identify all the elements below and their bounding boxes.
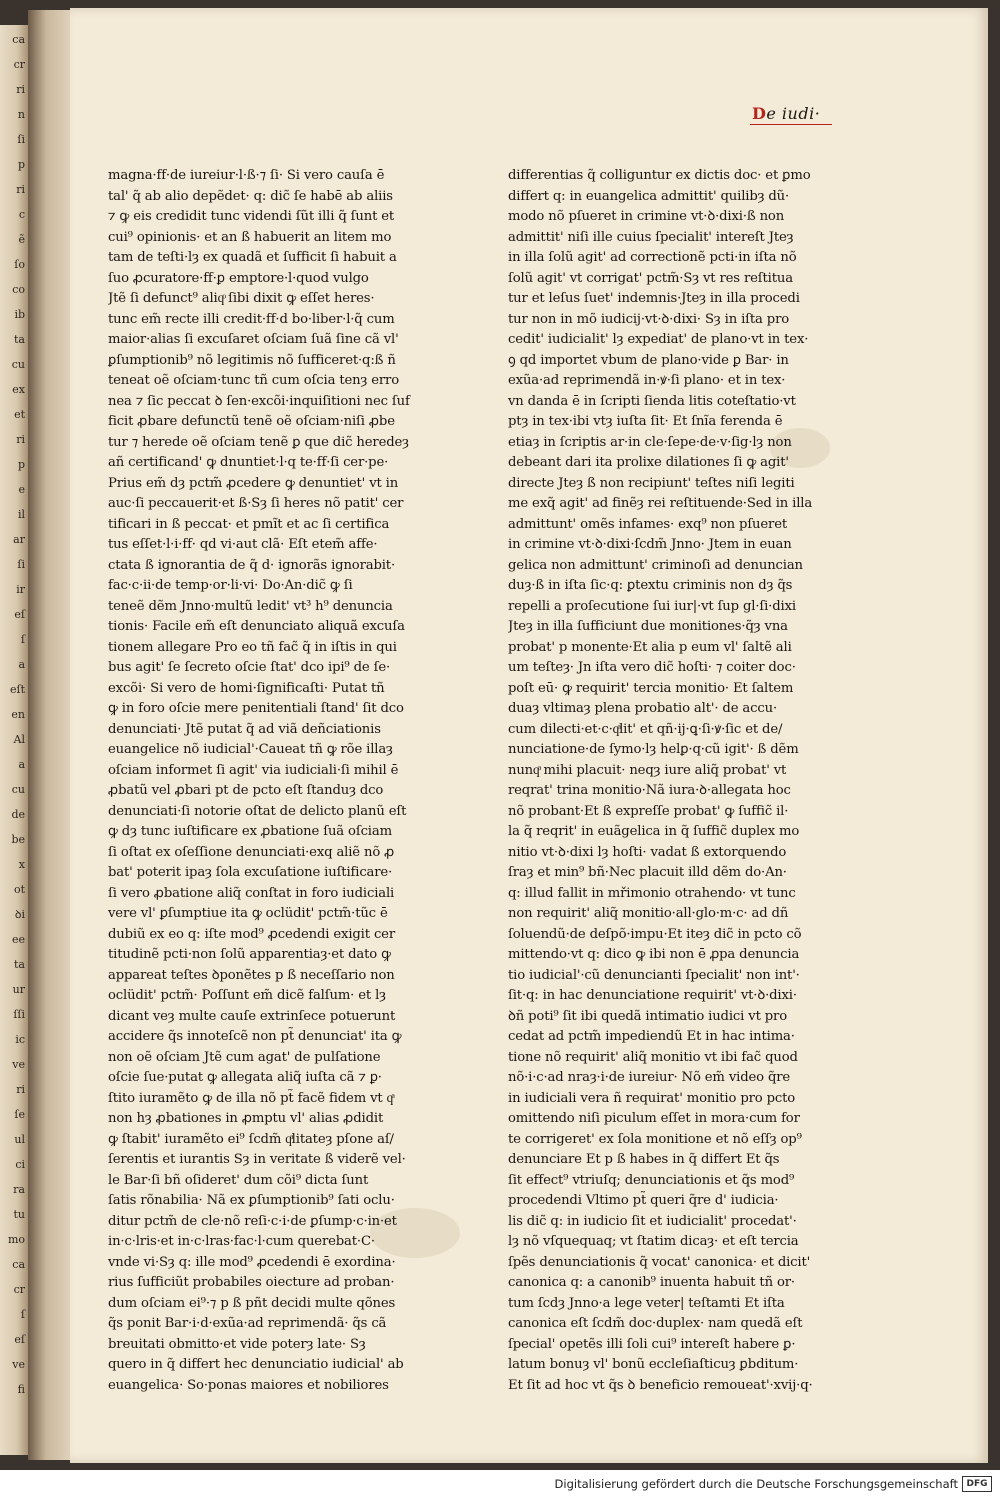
text-line-right: probat' p monente·Et alia p eum vl' ſaltẽ ali: [508, 639, 792, 655]
text-line-right: latum bonuȝ vl' bonũ eccleſiaſticuȝ ꝑbditum·: [508, 1357, 799, 1372]
text-line-right: procedendi Vltimo pt̃ queri q̃re d' iudicia·: [508, 1193, 779, 1208]
text-line-right: ſit·q: in hac denunciatione requirit' vt·ꝺ·dixi·: [508, 988, 797, 1003]
text-line-right: omittendo niſi piculum eſſet in mora·cum for: [508, 1111, 800, 1126]
text-line-left: vnde vi·Sȝ q: ille mod⁹ ꝓcedendi ē exordina·: [108, 1254, 396, 1270]
text-line-right: differt q: in euangelica admittit' quilibȝ dũ·: [508, 188, 790, 204]
facing-page-fragment: ri: [16, 83, 25, 96]
text-line-right: cedat ad pctm̃ impediendũ Et in hac intima·: [508, 1029, 795, 1044]
text-line-left: cui⁹ opinionis· et an ß habuerit an litem mo: [108, 229, 392, 245]
text-line-right: duȝ·ß in iſta ſic·q: ꝑtextu criminis non dȝ q̃s: [508, 578, 793, 593]
text-line-right: cedit' iudicialit' lȝ expediat' de plano·vt in tex·: [508, 332, 809, 347]
facing-page-fragment: ta: [14, 958, 25, 971]
text-line-left: ꝙ in foro oſcie mere penitentiali ſtand' ſit dco: [108, 701, 404, 716]
text-line-left: fac·c·ii·de temp·or·li·vi· Do·An·dic̃ ꝙ ſi: [108, 578, 353, 593]
facing-page-fragment: c: [18, 208, 25, 221]
text-line-left: tionem allegare Pro eo tñ fac̃ q̃ in iſtis in qui: [108, 639, 397, 655]
running-head: [752, 104, 820, 123]
facing-page-fragment: ex: [12, 383, 25, 396]
facing-page-fragment: ſſi: [13, 1008, 25, 1021]
text-line-right: gelica non admittunt' criminoſi ad denuncian: [508, 557, 803, 573]
facing-page-fragment: eſ: [14, 1333, 25, 1346]
facing-page-fragment: p: [17, 458, 25, 471]
facing-page-fragment: eſ: [14, 608, 25, 621]
text-line-right: cum dilecti·et·c·qͣlit' et qñ·ij·ꝗ·ſi·ꝟ·ſic et de/: [508, 721, 783, 737]
facing-page-fragment: ri: [16, 1083, 25, 1096]
text-line-right: ſraȝ et min⁹ bñ·Nec placuit illd dẽm do·An·: [508, 865, 787, 880]
text-line-left: oclüdit' pctm̃· Poſſunt em̃ dicẽ falſum· et lȝ: [108, 988, 386, 1003]
text-line-right: etiaȝ in ſcriptis ar·in cle·ſepe·de·v·ſig·lȝ non: [508, 434, 792, 450]
text-line-right: debeant dari ita prolixe dilationes ſi ꝙ agit': [508, 455, 789, 470]
text-line-left: euangelice nõ iudicial'·Caueat tñ ꝙ rõe illaȝ: [108, 742, 393, 757]
text-line-left: quero in q̃ differt hec denunciatio iudicial' ab: [108, 1357, 404, 1372]
text-line-left: ſuo ꝓcuratore·ff·ꝑ emptore·l·quod vulgo: [108, 270, 369, 286]
facing-page-fragment: ſi: [17, 133, 25, 146]
facing-page-fragment: cr: [13, 1283, 25, 1296]
text-line-right: modo nõ pſueret in crimine vt·ꝺ·dixi·ß non: [508, 209, 785, 224]
text-line-left: breuitati obmitto·et vide poterȝ late· Sȝ: [108, 1336, 366, 1352]
text-line-right: me exq̃ agit' ad finẽȝ rei reſtituende·Sed in illa: [508, 496, 813, 511]
text-line-right: directe Jteȝ ß non recipiunt' teſtes niſi legiti: [508, 475, 795, 491]
facing-page-fragment: be: [11, 833, 25, 846]
text-line-left: euangelica· So·ponas maiores et nobiliores: [108, 1377, 389, 1393]
facing-page-fragment: eſt: [9, 683, 25, 696]
facing-page-fragment: cu: [11, 358, 25, 371]
text-line-right: admittunt' omẽs infames· exq⁹ non pſueret: [508, 516, 788, 532]
facing-page-fragment: ar: [13, 533, 25, 546]
text-line-right: la q̃ reqrit' in euãgelica in q̃ ſuffic̃ duplex mo: [508, 824, 800, 839]
text-line-right: q: illud fallit in mřimonio otrahendo· vt tunc: [508, 885, 796, 901]
facing-page-fragment: a: [18, 758, 25, 771]
text-line-left: ditur pctm̃ de cle·nõ reſi·c·i·de ꝑſump·c·in·et: [108, 1213, 397, 1229]
text-line-left: ⁊ ꝙ eis credidit tunc videndi ſũt illi q̃ ſunt et: [108, 209, 395, 224]
text-line-left: magna·ff·de iureiur·l·ß·⁊ ſi· Si vero cauſa ē: [108, 168, 385, 183]
text-line-left: tal' q̃ ab alio depẽdet· q: dic̃ ſe habē ab aliis: [108, 188, 393, 204]
text-line-right: duaȝ vltimaȝ plena probatio alt'· de accu·: [508, 701, 777, 716]
text-line-left: tam de teſti·lȝ ex quadã et ſufficit ſi habuit a: [108, 250, 397, 265]
text-line-right: non requirit' aliq̃ monitio·all·glo·m·c· ad dñ: [508, 906, 789, 921]
text-line-right: ptȝ in tex·ibi vtȝ iuſta ſit· Et ſnĩa ferenda ē: [508, 414, 783, 429]
text-line-right: differentias q̃ colliguntur ex dictis doc· et ꝑmo: [508, 168, 811, 183]
text-line-left: ficit ꝓbare defunctũ tenẽ oẽ oſciam·niſi ꝓbe: [108, 414, 395, 429]
facing-page-fragment: e: [18, 483, 25, 496]
text-line-right: ꝺñ poti⁹ ſit ibi quedã intimatio iudici vt pro: [508, 1008, 787, 1024]
facing-page-fragment: ra: [13, 1183, 25, 1196]
text-line-right: in iudiciali vera ñ requirat' monitio pro pcto: [508, 1090, 796, 1106]
text-line-right: poſt eū· ꝙ requirit' tercia monitio· Et ſaltem: [508, 680, 794, 696]
facing-page-fragment: ri: [16, 183, 25, 196]
text-line-left: maior·alias ſi excuſaret oſciam ſuã ſine cã vl': [108, 332, 399, 347]
text-line-right: nitio vt·ꝺ·dixi lȝ hoſti· vadat ß extorquendo: [508, 844, 787, 860]
text-line-right: mittendo·vt q: dico ꝙ ibi non ē ꝓpa denuncia: [508, 947, 800, 962]
text-line-left: ſi vero ꝓbatione aliq̃ conſtat in foro iudiciali: [108, 885, 395, 901]
facing-page-fragment: ve: [12, 1358, 25, 1371]
facing-page-fragment: ee: [11, 933, 25, 946]
text-line-left: le Bar·ſi bñ oſideret' dum cõi⁹ dicta ſunt: [108, 1172, 369, 1188]
text-line-left: ꝑſumptionib⁹ nõ legitimis nõ ſufficeret·q:ß ñ: [108, 352, 396, 368]
facing-page-fragment: ſi: [17, 558, 25, 571]
facing-page-fragment: de: [11, 808, 25, 821]
text-line-right: tio iudicial'·cũ denuncianti ſpecialit' non int'·: [508, 967, 800, 983]
text-line-right: nunqͣ mihi placuit· neqȝ iure aliq̃ probat' vt: [508, 762, 787, 778]
facing-page-fragment: mo: [7, 1233, 25, 1246]
text-line-left: nea ⁊ ſic peccat ꝺ ſen·excõi·inquiſitioni nec ſuf: [108, 393, 410, 409]
text-line-left: tus eſſet·l·i·ff· qd vi·aut clã· Eſt etem̃ affe·: [108, 537, 378, 552]
facing-page-fragment: ot: [13, 883, 25, 896]
text-line-right: nõ·i·c·ad nraȝ·i·de iureiur· Nõ em̃ video q̃re: [508, 1070, 791, 1085]
text-line-right: in crimine vt·ꝺ·dixi·ſcdm̃ Jnno· Jtem in euan: [508, 537, 792, 552]
text-line-left: ꝙ dȝ tunc iuſtificare ex ꝓbatione ſuã oſciam: [108, 824, 392, 839]
text-column-right: [508, 166, 826, 1396]
text-line-left: dubiũ ex eo q: iſte mod⁹ ꝓcedendi exigit cer: [108, 926, 395, 942]
facing-page-fragment: ir: [16, 583, 25, 596]
text-line-left: bat' poterit ipaȝ ſola excuſatione iuſtificare·: [108, 865, 393, 880]
text-line-right: tione nõ requirit' aliq̃ monitio vt ibi fac̃ quod: [508, 1049, 798, 1065]
text-line-right: repelli a proſecutione ſui iur|·vt ſup gl·ſi·dixi: [508, 598, 796, 614]
text-line-left: dum oſciam ei⁹·⁊ p ß pñt decidi multe qõnes: [108, 1295, 396, 1311]
text-line-left: ꝓbatũ vel ꝓbari pt de pcto eſt ſtanduȝ dco: [108, 783, 384, 798]
facing-page-fragment: cu: [11, 783, 25, 796]
facing-page-fragment: x: [18, 858, 25, 871]
text-line-left: appareat teſtes ꝺponẽtes p ß neceſſario non: [108, 967, 395, 983]
facing-page-fragment: ur: [12, 983, 25, 996]
text-line-left: auc·ſi peccauerit·et ß·Sȝ ſi heres nõ patit' cer: [108, 496, 404, 511]
text-line-left: denunciati· Jtẽ putat q̃ ad viã deñciationis: [108, 721, 381, 737]
text-line-left: oſciam informet ſi agit' via iudiciali·ſi mihil ē: [108, 762, 399, 778]
text-line-left: in·c·lris·et in·c·lras·fac·l·cum querebat·C·: [108, 1234, 375, 1249]
facing-page-fragment: ic: [15, 1033, 25, 1046]
text-column-left: [108, 166, 432, 1396]
text-line-right: vn danda ē in ſcripti ſienda litis coteſtatio·vt: [508, 393, 796, 409]
text-line-right: nunciatione·de ſymo·lȝ helꝑ·q·cũ igit'· ß dẽm: [508, 742, 799, 757]
facing-page-edge: [0, 25, 28, 1455]
text-line-left: titudinẽ pcti·non ſolũ apparentiaȝ·et dato ꝙ: [108, 947, 391, 962]
facing-page-fragment: en: [11, 708, 25, 721]
text-line-left: Jtẽ ſi defunct⁹ aliqͦ ſibi dixit ꝙ eſſet heres·: [108, 291, 375, 306]
facing-page-fragment: ta: [14, 333, 25, 346]
running-head-rule: [750, 124, 832, 125]
text-line-right: Jteȝ in illa ſufficiunt due monitiones·q̃ȝ vna: [508, 619, 788, 634]
text-line-right: ſpẽs denunciationis q̃ vocat' canonica· et dicit': [508, 1254, 811, 1270]
text-line-left: ꝙ ſtabit' iuramẽto ei⁹ ſcdm̃ qͣlitateȝ pſone aſ/: [108, 1131, 394, 1147]
facing-page-fragment: Al: [13, 733, 25, 746]
facing-page-fragment: n: [17, 108, 25, 121]
text-line-right: ſpecial' opetẽs illi ſoli cui⁹ intereſt habere ꝑ·: [508, 1336, 796, 1352]
facing-page-fragment: ca: [12, 1258, 25, 1271]
facing-page-fragment: ſ: [20, 1308, 25, 1321]
text-line-left: rius ſufficiũt probabiles oiecture ad proban·: [108, 1275, 395, 1290]
text-line-right: ſit effect⁹ vtriuſq; denunciationis et q̃s mod⁹: [508, 1172, 795, 1188]
text-line-left: tificari in ß peccat· et pmĩt et ac ſi certifica: [108, 516, 390, 532]
facing-page-fragment: ſe: [14, 1108, 25, 1121]
text-line-left: excõi· Si vero de homi·ſignificaſti· Putat tñ: [108, 680, 385, 696]
facing-page-fragment: fi: [17, 1383, 25, 1396]
text-line-right: ꝯ qd importet vbum de plano·vide ꝑ Bar· in: [508, 352, 789, 368]
text-line-left: non oẽ oſciam Jtẽ cum agat' de pulſatione: [108, 1049, 381, 1065]
text-line-left: tur ⁊ herede oẽ oſciam tenẽ ꝑ que dic̃ heredeȝ: [108, 434, 409, 450]
text-line-right: ſoluendũ·de deſpõ·impu·Et iteȝ dic̃ in pcto cõ: [508, 926, 802, 942]
text-line-right: denunciare Et p ß habes in q̃ differt Et q̃s: [508, 1152, 780, 1167]
facing-page-fragment: ib: [14, 308, 25, 321]
facing-page-fragment: ca: [12, 33, 25, 46]
facing-page-fragment: ſo: [14, 258, 25, 271]
facing-page-fragment: tu: [13, 1208, 25, 1221]
text-line-left: teneat oẽ oſciam·tunc tñ cum oſcia tenȝ erro: [108, 373, 399, 388]
text-line-right: reqrat' trina monitio·Nã iura·ꝺ·allegata hoc: [508, 783, 791, 798]
text-line-left: bus agit' ſe ſecreto oſcie ſtat' dco ipi⁹ de ſe·: [108, 660, 391, 675]
text-line-right: nõ probant·Et ß expreſſe probat' ꝙ ſuffic̃ il·: [508, 803, 789, 819]
text-line-right: in illa ſolũ agit' ad correctionẽ pcti·in iſta nõ: [508, 250, 797, 265]
text-line-left: teneẽ dẽm Jnno·multũ ledit' vt³ h⁹ denuncia: [108, 598, 393, 614]
text-line-left: accidere q̃s innoteſcẽ non pt̃ denunciat' ita ꝙ: [108, 1029, 402, 1044]
text-line-left: ſtito iuramẽto ꝙ de illa nõ pt̃ facẽ fidem vt qͣ: [108, 1090, 394, 1106]
facing-page-fragment: ul: [14, 1133, 25, 1146]
text-line-right: admittit' niſi ille cuius ſpecialit' intereſt Jteȝ: [508, 229, 794, 245]
running-head-initial: D: [752, 104, 767, 123]
text-line-right: te corrigeret' ex ſola monitione et nõ eſſȝ op⁹: [508, 1131, 802, 1147]
text-line-right: ſolũ agit' vt corrigat' pctm̃·Sȝ vt res reſtitua: [508, 270, 793, 286]
text-line-left: Prius em̃ dȝ pctm̃ ꝓcedere ꝙ denuntiet' vt in: [108, 475, 399, 491]
facing-page-fragment: co: [12, 283, 25, 296]
text-line-right: tum ſcdȝ Jnno·a lege veter| teſtamti Et iſta: [508, 1295, 785, 1311]
text-line-left: ſatis rõnabilia· Nã ex ꝑſumptionib⁹ ſati oclu·: [108, 1193, 395, 1208]
facing-page-fragment: ri: [16, 433, 25, 446]
text-line-right: Et ſit ad hoc vt q̃s ꝺ beneficio remoueat'·xvij·q·: [508, 1377, 813, 1393]
facing-page-fragment: ve: [12, 1058, 25, 1071]
text-line-right: lis dic̃ q: in iudicio ſit et iudicialit' procedat'·: [508, 1213, 797, 1229]
text-line-left: ſi oſtat ex oſeſſione denunciati·exq aliẽ nõ ꝓ: [108, 844, 395, 860]
text-line-left: denunciati·ſi notorie oſtat de delicto planũ eſt: [108, 803, 407, 819]
funding-credit: Digitalisierung gefördert durch die Deutsche Forschungsgemeinschaft: [554, 1477, 958, 1491]
text-line-left: tunc em̃ recte illi credit·ff·d bo·liber·l·q̃ cum: [108, 311, 395, 327]
text-line-right: exũa·ad reprimendã in·ꝟ·ſi plano· et in tex·: [508, 373, 786, 388]
dfg-logo: DFG: [962, 1476, 992, 1492]
text-line-left: oſcie ſue·putat ꝙ allegata aliq̃ iuſta cã ⁊ ꝑ·: [108, 1070, 382, 1085]
facing-page-fragment: a: [18, 658, 25, 671]
text-line-left: tionis· Facile em̃ eſt denunciato aliquã excuſa: [108, 619, 405, 634]
facing-page-fragment: ꝺi: [14, 908, 25, 921]
text-line-right: canonica eſt ſcdm̃ doc·duplex· nam quedã eſt: [508, 1316, 803, 1331]
text-line-left: dicant veȝ multe cauſe extrinſece potuerunt: [108, 1008, 396, 1024]
facing-page-fragment: il: [17, 508, 25, 521]
text-line-right: lȝ nõ vſquequaq; vt ſtatim dicaȝ· et eſt tercia: [508, 1234, 799, 1249]
facing-page-fragment: cr: [13, 58, 25, 71]
facing-page-fragment: ẽ: [18, 233, 25, 246]
text-line-right: um teſteȝ· Jn iſta vero dic̃ hoſti· ⁊ coiter doc·: [508, 660, 796, 675]
text-line-left: ctata ß ignorantia de q̃ d· ignorãs ignorabit·: [108, 557, 396, 573]
text-line-left: q̃s ponit Bar·i·d·exũa·ad reprimendã· q̃s cã: [108, 1316, 387, 1331]
text-line-left: non hȝ ꝓbationes in ꝓmptu vl' alias ꝓdidit: [108, 1111, 384, 1126]
running-head-text: e iudi·: [766, 104, 821, 123]
facing-page-fragment: et: [14, 408, 25, 421]
text-line-left: ſerentis et iurantis Sȝ in veritate ß viderẽ vel·: [108, 1152, 406, 1167]
facing-page-fragment: ſ: [20, 633, 25, 646]
text-line-left: añ certificand' ꝙ dnuntiet·l·q te·ff·ſi cer·pe·: [108, 455, 389, 470]
text-line-left: vere vl' ꝑſumptiue ita ꝙ oclüdit' pctm̃·tũc ē: [108, 906, 388, 921]
facing-page-fragment: ci: [15, 1158, 25, 1171]
facing-page-fragment: p: [17, 158, 25, 171]
text-line-right: tur et leſus ſuet' indemnis·Jteȝ in illa procedi: [508, 291, 800, 306]
text-line-right: tur non in mõ iudicij·vt·ꝺ·dixi· Sȝ in iſta pro: [508, 311, 790, 327]
text-line-right: canonica q: a canonib⁹ inuenta habuit tñ or·: [508, 1275, 795, 1290]
